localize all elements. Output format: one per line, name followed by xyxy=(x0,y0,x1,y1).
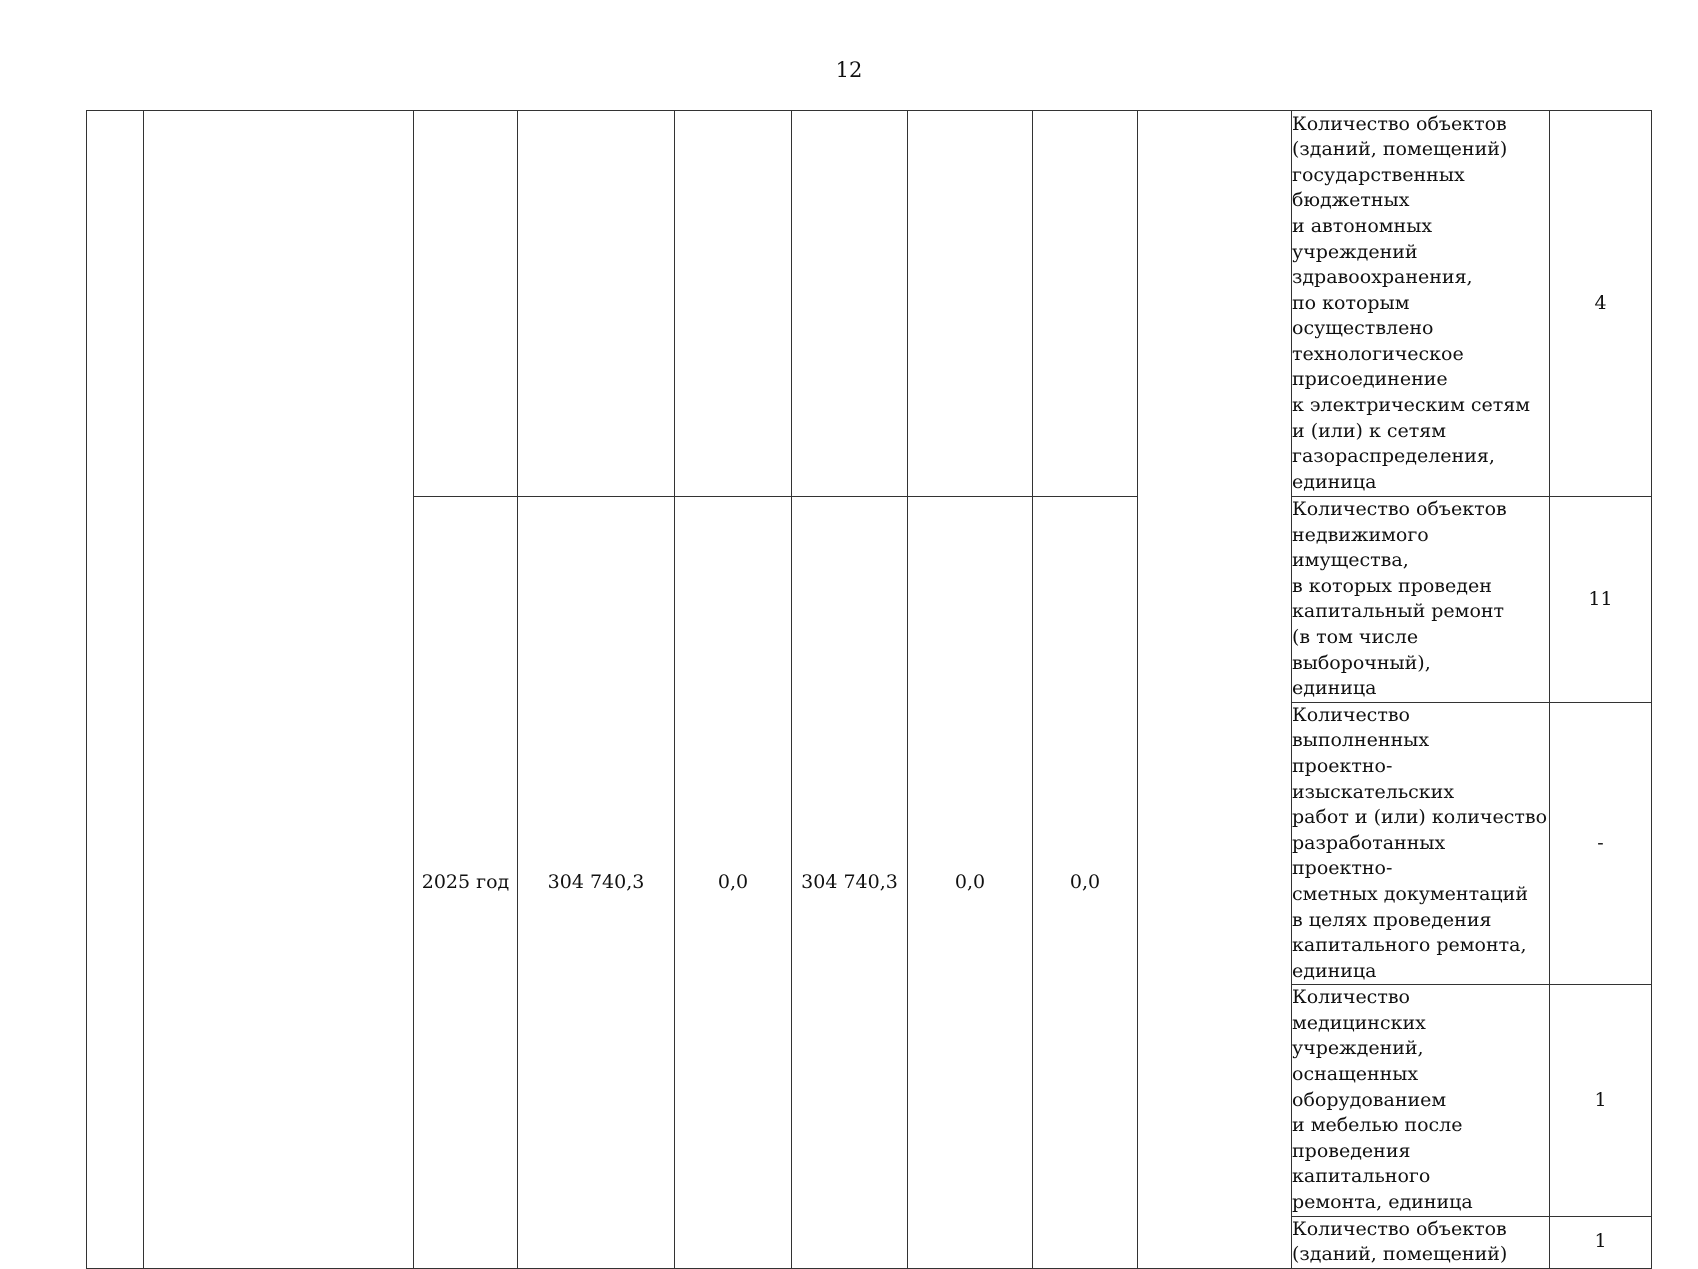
indicator-name-cell: Количество объектов недвижимого имущества, в которых проведен капитальный ремонт (в том числе выборочный), единица xyxy=(1292,497,1550,703)
year-cell-empty xyxy=(414,111,518,497)
indicator-name-cell: Количество выполненных проектно-изыскательских работ и (или) количество разработанных проектно- сметных документаций в целях проведения капитального ремонта, единица xyxy=(1292,702,1550,985)
funding-cell: 0,0 xyxy=(675,497,792,1269)
budget-cell-empty xyxy=(908,111,1033,497)
row-number-cell xyxy=(87,111,144,1269)
total-cell-empty xyxy=(518,111,675,497)
funding-cell: 0,0 xyxy=(1033,497,1138,1269)
event-name-cell xyxy=(144,111,414,1269)
program-table xyxy=(86,110,1652,1269)
budget-cell-empty xyxy=(1033,111,1138,497)
executor-cell xyxy=(1138,111,1292,1269)
indicator-value-cell: 1 xyxy=(1550,1216,1652,1268)
table-row xyxy=(87,111,1652,497)
funding-cell: 0,0 xyxy=(908,497,1033,1269)
page-number: 12 xyxy=(835,58,863,82)
funding-cell: 304 740,3 xyxy=(792,497,908,1269)
indicator-value-cell: - xyxy=(1550,702,1652,985)
indicator-value-cell: 4 xyxy=(1550,111,1652,497)
budget-cell-empty xyxy=(792,111,908,497)
total-funding-cell: 304 740,3 xyxy=(518,497,675,1269)
indicator-name-cell: Количество объектов (зданий, помещений) государственных бюджетных и автономных учреждений здравоохранения, по которым осуществлено технологическое присоединение к электрическим сетям и (или) к сетям газораспределения, единица xyxy=(1292,111,1550,497)
budget-cell-empty xyxy=(675,111,792,497)
year-cell: 2025 год xyxy=(414,497,518,1269)
indicator-name-cell: Количество объектов (зданий, помещений) xyxy=(1292,1216,1550,1268)
indicator-name-cell: Количество медицинских учреждений, оснащенных оборудованием и мебелью после проведения капитального ремонта, единица xyxy=(1292,985,1550,1216)
indicator-value-cell: 1 xyxy=(1550,985,1652,1216)
indicator-value-cell: 11 xyxy=(1550,497,1652,703)
